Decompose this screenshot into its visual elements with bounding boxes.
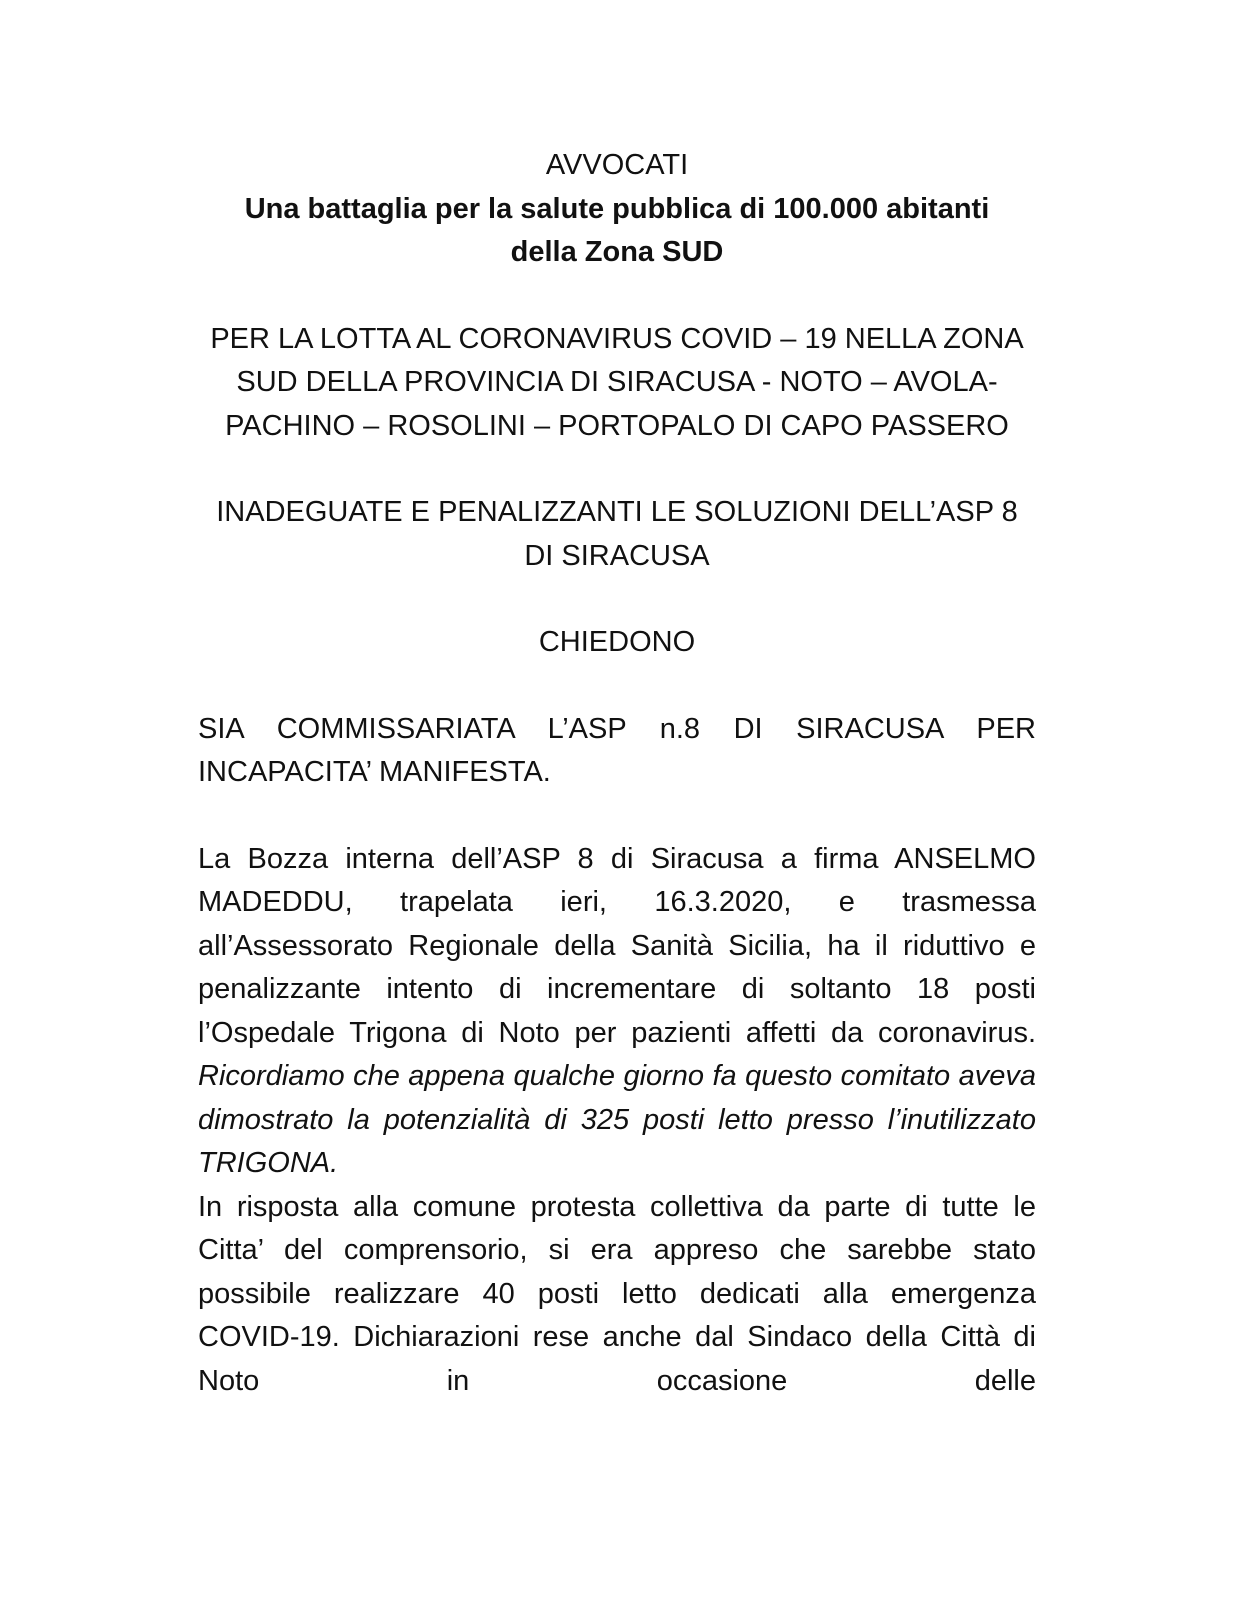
section-heading-covid-zone: PER LA LOTTA AL CORONAVIRUS COVID – 19 NELLA ZONA SUD DELLA PROVINCIA DI SIRACUSA - NOTO – AVOLA- PACHINO – ROSOLINI – PORTOPALO DI CAPO PASSERO — [210, 322, 1024, 442]
section-heading-asp-solutions: INADEGUATE E PENALIZZANTI LE SOLUZIONI DELL’ASP 8 DI SIRACUSA — [216, 496, 1018, 572]
section-heading-chiedono: CHIEDONO — [538, 626, 696, 658]
body-paragraph-bozza-regular: La Bozza interna dell’ASP 8 di Siracusa a firma ANSELMO MADEDDU, trapelata ieri, 16.3.2020, e trasmessa all’Assessorato Regionale della Sanità Sicilia, ha il riduttivo e penalizzante intento di incrementare di soltanto 18 posti l’Ospedale Trigona di Noto per pazienti affetti da coronavirus. — [198, 842, 1036, 1049]
document-content — [198, 144, 1036, 1403]
body-paragraph-bozza — [198, 838, 1036, 1186]
headline: Una battaglia per la salute pubblica di 100.000 abitanti della Zona SUD — [244, 192, 990, 268]
body-paragraph-risposta: In risposta alla comune protesta collettiva da parte di tutte le Citta’ del comprensorio, si era appreso che sarebbe stato possibile realizzare 40 posti letto dedicati alla emergenza COVID-19. Dichiarazioni rese anche dal Sindaco della Città di Noto in occasione delle — [198, 1190, 1036, 1397]
demand-paragraph: SIA COMMISSARIATA L’ASP n.8 DI SIRACUSA PER INCAPACITA’ MANIFESTA. — [198, 712, 1036, 788]
body-paragraph-bozza-italic: Ricordiamo che appena qualche giorno fa questo comitato aveva dimostrato la potenzialità di 325 posti letto presso l’inutilizzato TRIGONA. — [198, 1060, 1036, 1179]
title-block — [198, 144, 1036, 275]
kicker: AVVOCATI — [545, 149, 689, 181]
